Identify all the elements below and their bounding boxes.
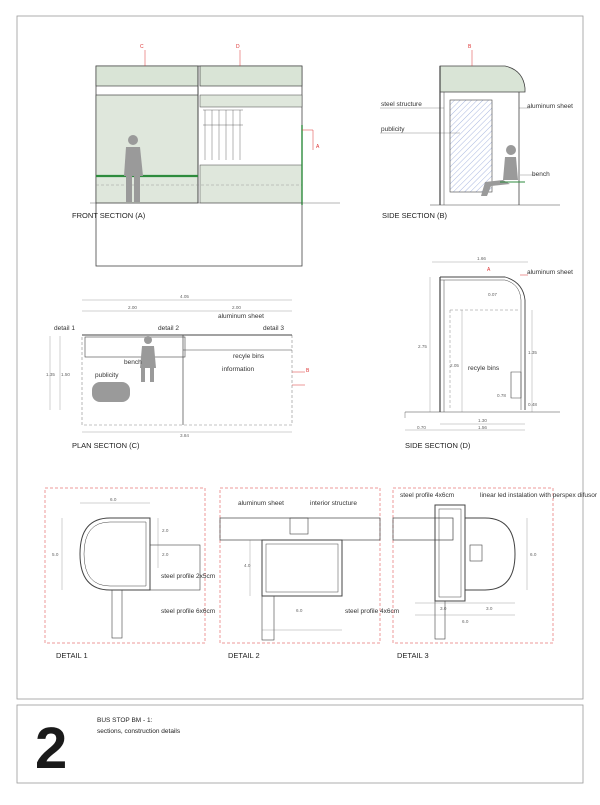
ref-a-label: A	[316, 144, 320, 150]
ref-c-label: C	[140, 44, 144, 50]
recycle-bins-label: recyle bins	[468, 365, 500, 372]
side-d-dim-h5: 0.48	[528, 402, 537, 407]
sheet-subtitle: sections, construction details	[97, 728, 181, 735]
d3-dim-w: 6.0	[462, 619, 469, 624]
plan-dim-bottom: 3.84	[180, 433, 189, 438]
sheet-number: 2	[35, 716, 68, 781]
side-section-b-title: SIDE SECTION (B)	[382, 211, 448, 220]
side-d-dim-b1: 1.30	[478, 418, 487, 423]
publicity-blob	[92, 382, 130, 402]
person-silhouette	[140, 336, 156, 382]
recycle-bins-label: recyle bins	[233, 353, 265, 360]
side-section-b	[380, 50, 560, 205]
d3-dim-h: 6.0	[530, 552, 537, 557]
sheet-title: BUS STOP BM - 1:	[97, 717, 153, 724]
plan-dim-a: 2.00	[128, 305, 137, 310]
front-section-title: FRONT SECTION (A)	[72, 211, 146, 220]
d1-dim-w: 6.0	[110, 497, 117, 502]
publicity-label: publicity	[95, 372, 119, 379]
d1-profile2-label: steel profile 6x6cm	[161, 608, 216, 615]
plan-dim-overall: 4.05	[180, 294, 189, 299]
side-section-d-title: SIDE SECTION (D)	[405, 441, 471, 450]
ref-b-label: B	[468, 44, 472, 50]
detail-2-label: detail 2	[158, 325, 179, 332]
d3-led-label: linear led instalation with perspex difusor	[480, 492, 598, 499]
front-section-a	[90, 50, 340, 266]
detail-3-label: detail 3	[263, 325, 284, 332]
information-label: information	[222, 366, 255, 373]
detail-2-title: DETAIL 2	[228, 651, 260, 660]
detail-3-title: DETAIL 3	[397, 651, 429, 660]
d2-interior-label: interior structure	[310, 500, 357, 507]
detail-3	[393, 488, 553, 643]
detail-1-title: DETAIL 1	[56, 651, 88, 660]
d3-profile-label: steel profile 4x6cm	[400, 492, 455, 499]
plan-section-title: PLAN SECTION (C)	[72, 441, 140, 450]
steel-structure-label: steel structure	[381, 101, 422, 108]
detail-1	[45, 488, 205, 643]
side-d-dim-b3: 0.70	[417, 425, 426, 430]
d3-dim-a: 3.0	[440, 606, 447, 611]
d1-dim-a: 2.0	[162, 528, 169, 533]
plan-dim-left2: 1.50	[61, 372, 70, 377]
d2-dim-w: 6.0	[296, 608, 303, 613]
plan-dim-left1: 1.35	[46, 372, 55, 377]
plan-ref-b-label: B	[306, 368, 310, 374]
d1-dim-h: 5.0	[52, 552, 59, 557]
d3-dim-b: 3.0	[486, 606, 493, 611]
detail-1-label: detail 1	[54, 325, 75, 332]
side-d-dim-top: 1.66	[477, 256, 486, 261]
d2-profile-label: steel profile 4x6cm	[345, 608, 400, 615]
d1-dim-b: 2.0	[162, 552, 169, 557]
d1-profile1-label: steel profile 2x5cm	[161, 573, 216, 580]
side-d-dim-h1: 2.75	[418, 344, 427, 349]
side-d-dim-h3: 1.35	[528, 350, 537, 355]
d2-dim-h: 4.0	[244, 563, 251, 568]
plan-section-c	[50, 300, 305, 432]
aluminum-sheet-label: aluminum sheet	[527, 269, 573, 276]
side-d-dim-h2: 2.05	[450, 363, 459, 368]
d2-aluminum-label: aluminum sheet	[238, 500, 284, 507]
publicity-label: publicity	[381, 126, 405, 133]
side-d-ref-label: A	[487, 267, 491, 273]
side-d-dim-h4: 0.78	[497, 393, 506, 398]
plan-dim-b: 2.00	[232, 305, 241, 310]
bench-label: bench	[532, 171, 550, 178]
small-dim-label: 0.07	[488, 292, 497, 297]
aluminum-sheet-label: aluminum sheet	[527, 103, 573, 110]
publicity-panel	[450, 100, 492, 192]
bench-label: bench	[124, 359, 142, 366]
ref-d-label: D	[236, 44, 240, 50]
side-d-dim-b2: 1.56	[478, 425, 487, 430]
aluminum-sheet-label: aluminum sheet	[218, 313, 264, 320]
